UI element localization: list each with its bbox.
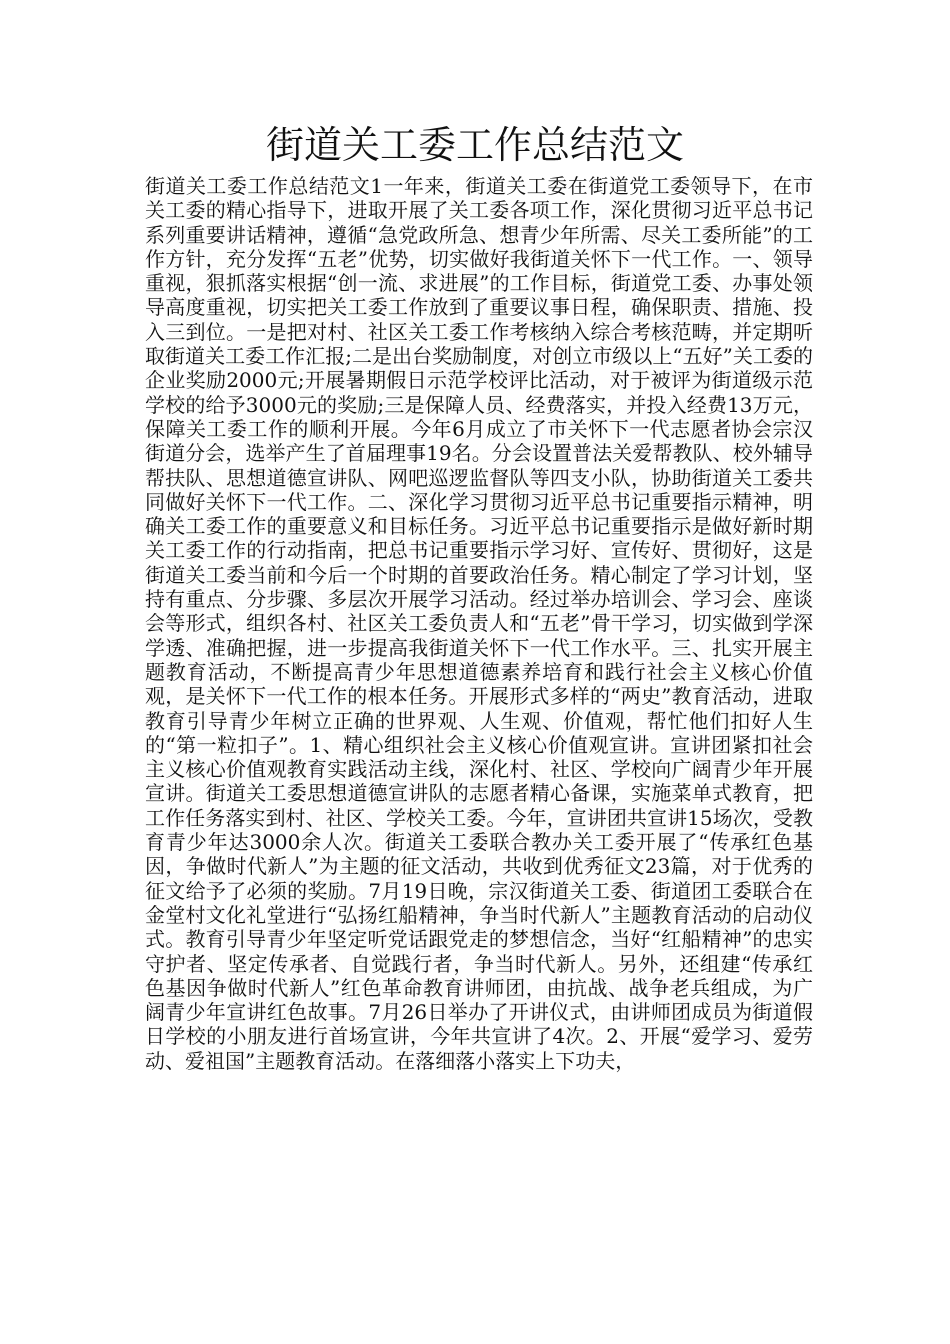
document-body: 街道关工委工作总结范文1一年来，街道关工委在街道党工委领导下，在市关工委的精心指导下，进取开展了关工委各项工作，深化贯彻习近平总书记系列重要讲话精神，遵循“急党政所急、想青少年所需、尽关工委所能”的工作方针，充分发挥“五老”优势，切实做好我街道关怀下一代工作。一、领导重视，狠抓落实根据“创一流、求进展”的工作目标，街道党工委、办事处领导高度重视，切实把关工委工作放到了重要议事日程，确保职责、措施、投入三到位。一是把对村、社区关工委工作考核纳入综合考核范畴，并定期听取街道关工委工作汇报;二是出台奖励制度，对创立市级以上“五好”关工委的企业奖励2000元;开展暑期假日示范学校评比活动，对于被评为街道级示范学校的给予3000元的奖励;三是保障人员、经费落实，并投入经费13万元，保障关工委工作的顺利开展。今年6月成立了市关怀下一代志愿者协会宗汉街道分会，选举产生了首届理事19名。分会设置普法关爱帮教队、校外辅导帮扶队、思想道德宣讲队、网吧巡逻监督队等四支小队，协助街道关工委共同做好关怀下一代工作。二、深化学习贯彻习近平总书记重要指示精神，明确关工委工作的重要意义和目标任务。习近平总书记重要指示是做好新时期关工委工作的行动指南，把总书记重要指示学习好、宣传好、贯彻好，这是街道关工委当前和今后一个时期的首要政治任务。精心制定了学习计划，坚持有重点、分步骤、多层次开展学习活动。经过举办培训会、学习会、座谈会等形式，组织各村、社区关工委负责人和“五老”骨干学习，切实做到学深学透、准确把握，进一步提高我街道关怀下一代工作水平。三、扎实开展主题教育活动，不断提高青少年思想道德素养培育和践行社会主义核心价值观，是关怀下一代工作的根本任务。开展形式多样的“两史”教育活动，进取教育引导青少年树立正确的世界观、人生观、价值观，帮忙他们扣好人生的“第一粒扣子”。1、精心组织社会主义核心价值观宣讲。宣讲团紧扣社会主义核心价值观教育实践活动主线，深化村、社区、学校向广阔青少年开展宣讲。街道关工委思想道德宣讲队的志愿者精心备课，实施菜单式教育，把工作任务落实到村、社区、学校关工委。今年，宣讲团共宣讲15场次，受教育青少年达3000余人次。街道关工委联合教办关工委开展了“传承红色基因，争做时代新人”为主题的征文活动，共收到优秀征文23篇，对于优秀的征文给予了必须的奖励。7月19日晚，宗汉街道关工委、街道团工委联合在金堂村文化礼堂进行“弘扬红船精神，争当时代新人”主题教育活动的启动仪式。教育引导青少年坚定听党话跟党走的梦想信念，当好“红船精神”的忠实守护者、坚定传承者、自觉践行者，争当时代新人。另外，还组建“传承红色基因争做时代新人”红色革命教育讲师团，由抗战、战争老兵组成，为广阔青少年宣讲红色故事。7月26日举办了开讲仪式，由讲师团成员为街道假日学校的小朋友进行首场宣讲，今年共宣讲了4次。2、开展“爱学习、爱劳动、爱祖国”主题教育活动。在落细落小落实上下功夫， [145, 174, 813, 1073]
document-title: 街道关工委工作总结范文 [265, 123, 684, 167]
